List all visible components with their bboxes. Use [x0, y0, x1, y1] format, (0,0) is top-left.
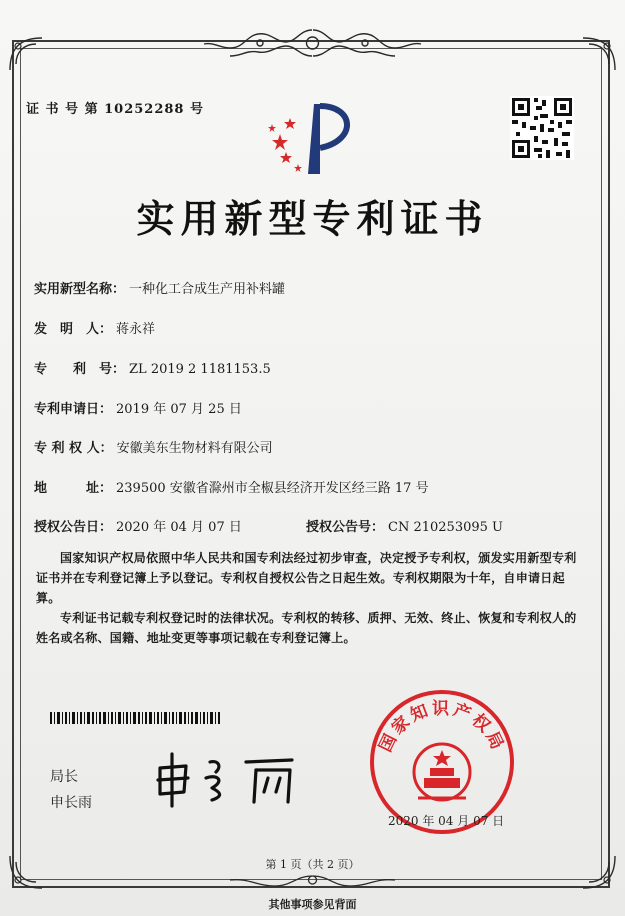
address-value: 239500 安徽省滁州市全椒县经济开发区经三路 17 号 [116, 481, 429, 496]
inventor-label: 发 明 人： [34, 322, 113, 337]
grant-number-row [306, 516, 503, 535]
address-label: 地 址： [34, 481, 113, 496]
grant-date-label: 授权公告日： [34, 520, 113, 535]
legal-status-paragraph: 专利证书记载专利权登记时的法律状况。专利权的转移、质押、无效、终止、恢复和专利权人的姓名或名称、国籍、地址变更等事项记载在专利登记簿上。 [36, 611, 577, 645]
bottom-ornament [200, 870, 425, 892]
corner-ornament-top-left [6, 34, 46, 74]
national-emblem-icon [414, 744, 470, 800]
grant-date-value: 2020 年 04 月 07 日 [116, 520, 242, 535]
address-row [34, 477, 429, 496]
utility-model-name-value: 一种化工合成生产用补料罐 [129, 282, 286, 297]
director-title: 局长 [50, 769, 78, 785]
application-date-row [34, 398, 242, 417]
seal-date: 2020 年 04 月 07 日 [388, 814, 505, 828]
application-date-value: 2019 年 07 月 25 日 [116, 402, 242, 417]
certificate-title: 实用新型专利证书 [136, 196, 489, 241]
grant-number-value: CN 210253095 U [388, 520, 503, 535]
top-ornament [200, 26, 425, 60]
certificate-number: 证 书 号 第 10252288 号 [26, 102, 204, 117]
patentee-label: 专 利 权 人： [34, 441, 113, 456]
seal-text: 国家知识产权局 [375, 699, 509, 756]
qr-code-icon [510, 96, 574, 160]
cnipa-logo-icon [258, 96, 368, 178]
patent-number-row [34, 358, 271, 377]
grant-date-row [34, 516, 242, 535]
grant-number-label: 授权公告号： [306, 520, 385, 535]
utility-model-name-label: 实用新型名称： [34, 282, 126, 297]
patent-number-label: 专 利 号： [34, 362, 126, 377]
barcode-icon [50, 712, 220, 724]
inventor-row [34, 318, 155, 337]
page-number: 第 1 页（共 2 页） [265, 858, 360, 871]
director-signature [150, 748, 310, 808]
grant-statement-paragraph: 国家知识产权局依照中华人民共和国专利法经过初步审查，决定授予专利权，颁发实用新型专利证书并在专利登记簿上予以登记。专利权自授权公告之日起生效。专利权期限为十年，自申请日起算。 [36, 551, 577, 605]
inventor-value: 蒋永祥 [116, 322, 156, 337]
patentee-row [34, 437, 273, 456]
patent-number-value: ZL 2019 2 1181153.5 [129, 362, 271, 377]
director-name: 申长雨 [50, 795, 92, 811]
corner-ornament-top-right [579, 34, 619, 74]
utility-model-name-row [34, 278, 285, 297]
back-note: 其他事项参见背面 [268, 898, 357, 911]
application-date-label: 专利申请日： [34, 402, 113, 417]
patentee-value: 安徽美东生物材料有限公司 [116, 441, 273, 456]
